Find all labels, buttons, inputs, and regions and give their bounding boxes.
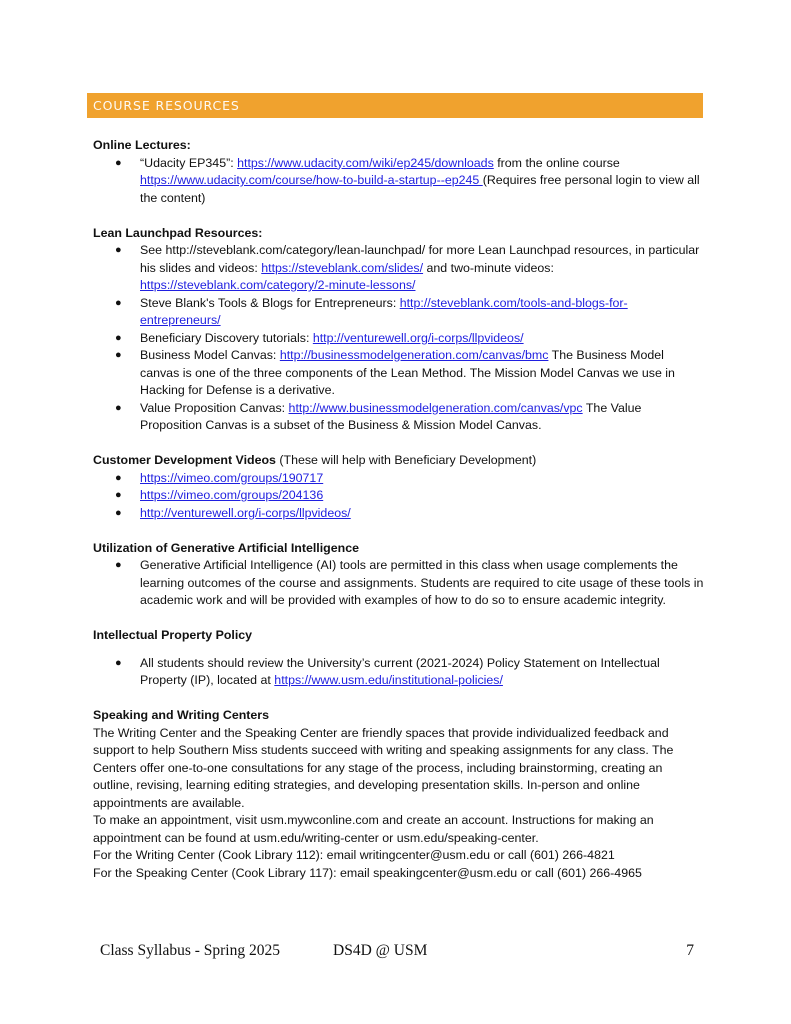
centers-heading: Speaking and Writing Centers [93,708,270,722]
footer-document-title: Class Syllabus - Spring 2025 [100,942,280,959]
bullet-icon: ● [115,244,122,256]
item-text: from the online course [493,155,620,170]
list-item [93,330,705,348]
list-item [93,400,705,435]
bullet-icon: ● [115,471,122,484]
venturewell-link[interactable]: http://venturewell.org/i-corps/llpvideos/ [312,330,524,345]
customer-dev-list [93,470,705,523]
bmc-link[interactable]: http://businessmodelgeneration.com/canvas/bmc [279,348,549,362]
vpc-link[interactable]: http://www.businessmodelgeneration.com/canvas/vpc [288,400,583,415]
item-text: “Udacity EP345”: [140,155,238,170]
list-item [93,505,705,523]
gen-ai-heading: Utilization of Generative Artificial Intelligence [93,540,359,555]
online-lectures-heading: Online Lectures: [93,138,191,152]
centers-appointment-info: To make an appointment, visit usm.mywconline.com and create an account. Instructions for making an appointment can be found at usm.edu/writing-center or usm.edu/speaking-center. [93,813,654,845]
centers-description: The Writing Center and the Speaking Center are friendly spaces that provide individualized feedback and support to help Southern Miss students succeed with writing and speaking assignments for any class. The Centers offer one-to-one consultations for any stage of the process, including brainstorming, creating an outline, revising, learning editing strategies, and developing presentation skills. In-person and online appointments are available. [93,725,674,810]
item-text: Business Model Canvas: [140,348,280,362]
section-header-bar [87,93,703,118]
online-lectures-list [93,155,705,208]
item-text: See http://steveblank.com/category/lean-launchpad/ for more Lean Launchpad resources, in particular his slides and videos: [140,243,700,275]
item-text: and two-minute videos: [423,260,554,275]
lean-launchpad-list [93,242,705,435]
item-text: All students should review the University’s current (2021-2024) Policy Statement on Intellectual Property (IP), located at [140,655,660,687]
bullet-icon: ● [115,656,122,669]
list-item [93,557,705,610]
bullet-icon: ● [115,331,122,344]
bullet-icon: ● [115,401,122,414]
list-item [93,155,705,208]
vimeo-204136-link[interactable]: https://vimeo.com/groups/204136 [140,488,324,502]
list-item [93,295,705,330]
venturewell-videos-link[interactable]: http://venturewell.org/i-corps/llpvideos/ [140,505,351,520]
item-text: Beneficiary Discovery tutorials: [140,330,313,345]
page-footer [100,942,694,962]
section-title: COURSE RESOURCES [93,98,240,113]
footer-page-number: 7 [686,942,694,959]
udacity-downloads-link[interactable]: https://www.udacity.com/wiki/ep245/downloads [237,155,494,170]
item-text: The Business Model canvas is one of the three components of the Lean Method. The Mission Model Canvas we use in Hacking for Defense is a derivative. [140,348,675,397]
bullet-icon: ● [115,296,122,309]
item-text: Generative Artificial Intelligence (AI) tools are permitted in this class when usage complements the learning outcomes of the course and assignments. Students are required to cite usage of these tools in academic work and will be provided with examples of how to do so to ensure academic integrity. [140,558,704,607]
heading-text: Customer Development Videos [93,453,276,467]
steveblank-tools-link[interactable]: http://steveblank.com/tools-and-blogs-for-entrepreneurs/ [140,295,628,327]
speaking-center-contact: For the Speaking Center (Cook Library 117): email speakingcenter@usm.edu or call (601) 266-4965 [93,865,642,880]
steveblank-lessons-link[interactable]: https://steveblank.com/category/2-minute-lessons/ [140,278,416,292]
page-content [93,137,705,882]
item-text: Value Proposition Canvas: [140,400,289,415]
ip-policy-heading: Intellectual Property Policy [93,628,253,642]
heading-note: (These will help with Beneficiary Development) [275,453,537,467]
ip-policy-list [93,655,705,690]
footer-course-name: DS4D @ USM [333,942,428,959]
item-text: (Requires free personal login to view all the content) [140,173,700,205]
bullet-icon: ● [115,559,122,571]
bullet-icon: ● [115,506,122,519]
gen-ai-list [93,557,705,610]
bullet-icon: ● [115,156,122,169]
list-item [93,347,705,400]
list-item [93,655,705,690]
steveblank-slides-link[interactable]: https://steveblank.com/slides/ [261,260,424,275]
lean-launchpad-heading: Lean Launchpad Resources: [93,225,263,240]
vimeo-190717-link[interactable]: https://vimeo.com/groups/190717 [140,470,324,485]
customer-dev-heading [93,452,705,470]
item-text: The Value Proposition Canvas is a subset of the Business & Mission Model Canvas. [140,400,642,432]
usm-policies-link[interactable]: https://www.usm.edu/institutional-policies/ [274,673,503,687]
item-text: Steve Blank's Tools & Blogs for Entrepreneurs: [140,295,400,310]
udacity-course-link[interactable]: https://www.udacity.com/course/how-to-build-a-startup--ep245 [140,173,483,187]
list-item [93,470,705,488]
writing-center-contact: For the Writing Center (Cook Library 112): email writingcenter@usm.edu or call (601) 266-4821 [93,848,615,862]
list-item [93,487,705,505]
list-item [93,242,705,295]
bullet-icon: ● [115,349,122,361]
bullet-icon: ● [115,489,122,501]
